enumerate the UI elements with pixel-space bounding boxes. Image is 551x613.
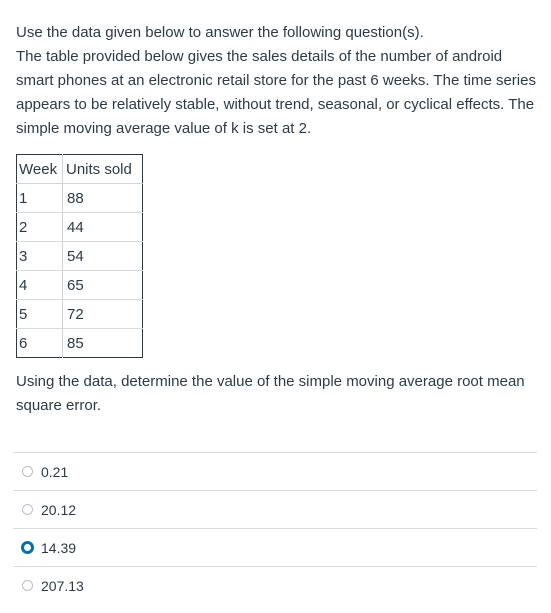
week-cell: 4 xyxy=(17,271,63,300)
table-row xyxy=(17,271,143,300)
answer-label: 0.21 xyxy=(41,463,69,480)
question-description: The table provided below gives the sales details of the number of android smart phones at an electronic retail store for the past 6 weeks. The time series appears to be relatively stable, without trend, seasonal, or cyclical effects. The simple moving average value of k is set at 2. xyxy=(16,48,536,137)
week-cell: 1 xyxy=(17,184,63,213)
week-cell: 3 xyxy=(17,242,63,271)
radio-button[interactable] xyxy=(22,504,33,515)
column-header-units-sold: Units sold xyxy=(63,155,143,184)
radio-button-selected[interactable] xyxy=(21,541,34,554)
table-row xyxy=(17,184,143,213)
week-cell: 6 xyxy=(17,329,63,358)
units-cell: 65 xyxy=(63,271,143,300)
question-prompt: Using the data, determine the value of the simple moving average root mean square error. xyxy=(16,373,525,414)
units-cell: 85 xyxy=(63,329,143,358)
question-intro: Use the data given below to answer the following question(s). xyxy=(16,24,424,41)
answer-option-0-21[interactable] xyxy=(13,452,537,490)
question-text xyxy=(16,21,536,141)
answer-label: 207.13 xyxy=(41,577,84,594)
answer-option-14-39[interactable] xyxy=(13,528,537,566)
units-cell: 88 xyxy=(63,184,143,213)
table-row xyxy=(17,329,143,358)
answer-option-20-12[interactable] xyxy=(13,490,537,528)
table-row xyxy=(17,213,143,242)
radio-button[interactable] xyxy=(22,466,33,477)
units-cell: 72 xyxy=(63,300,143,329)
radio-button[interactable] xyxy=(22,580,33,591)
answer-label: 20.12 xyxy=(41,501,77,518)
units-cell: 54 xyxy=(63,242,143,271)
units-cell: 44 xyxy=(63,213,143,242)
table-row xyxy=(17,300,143,329)
answer-list xyxy=(13,452,537,604)
week-cell: 5 xyxy=(17,300,63,329)
sales-table xyxy=(16,154,143,358)
table-row xyxy=(17,242,143,271)
answer-option-207-13[interactable] xyxy=(13,566,537,604)
table-header-row xyxy=(17,155,143,184)
answer-label: 14.39 xyxy=(41,539,77,556)
column-header-week: Week xyxy=(17,155,63,184)
week-cell: 2 xyxy=(17,213,63,242)
